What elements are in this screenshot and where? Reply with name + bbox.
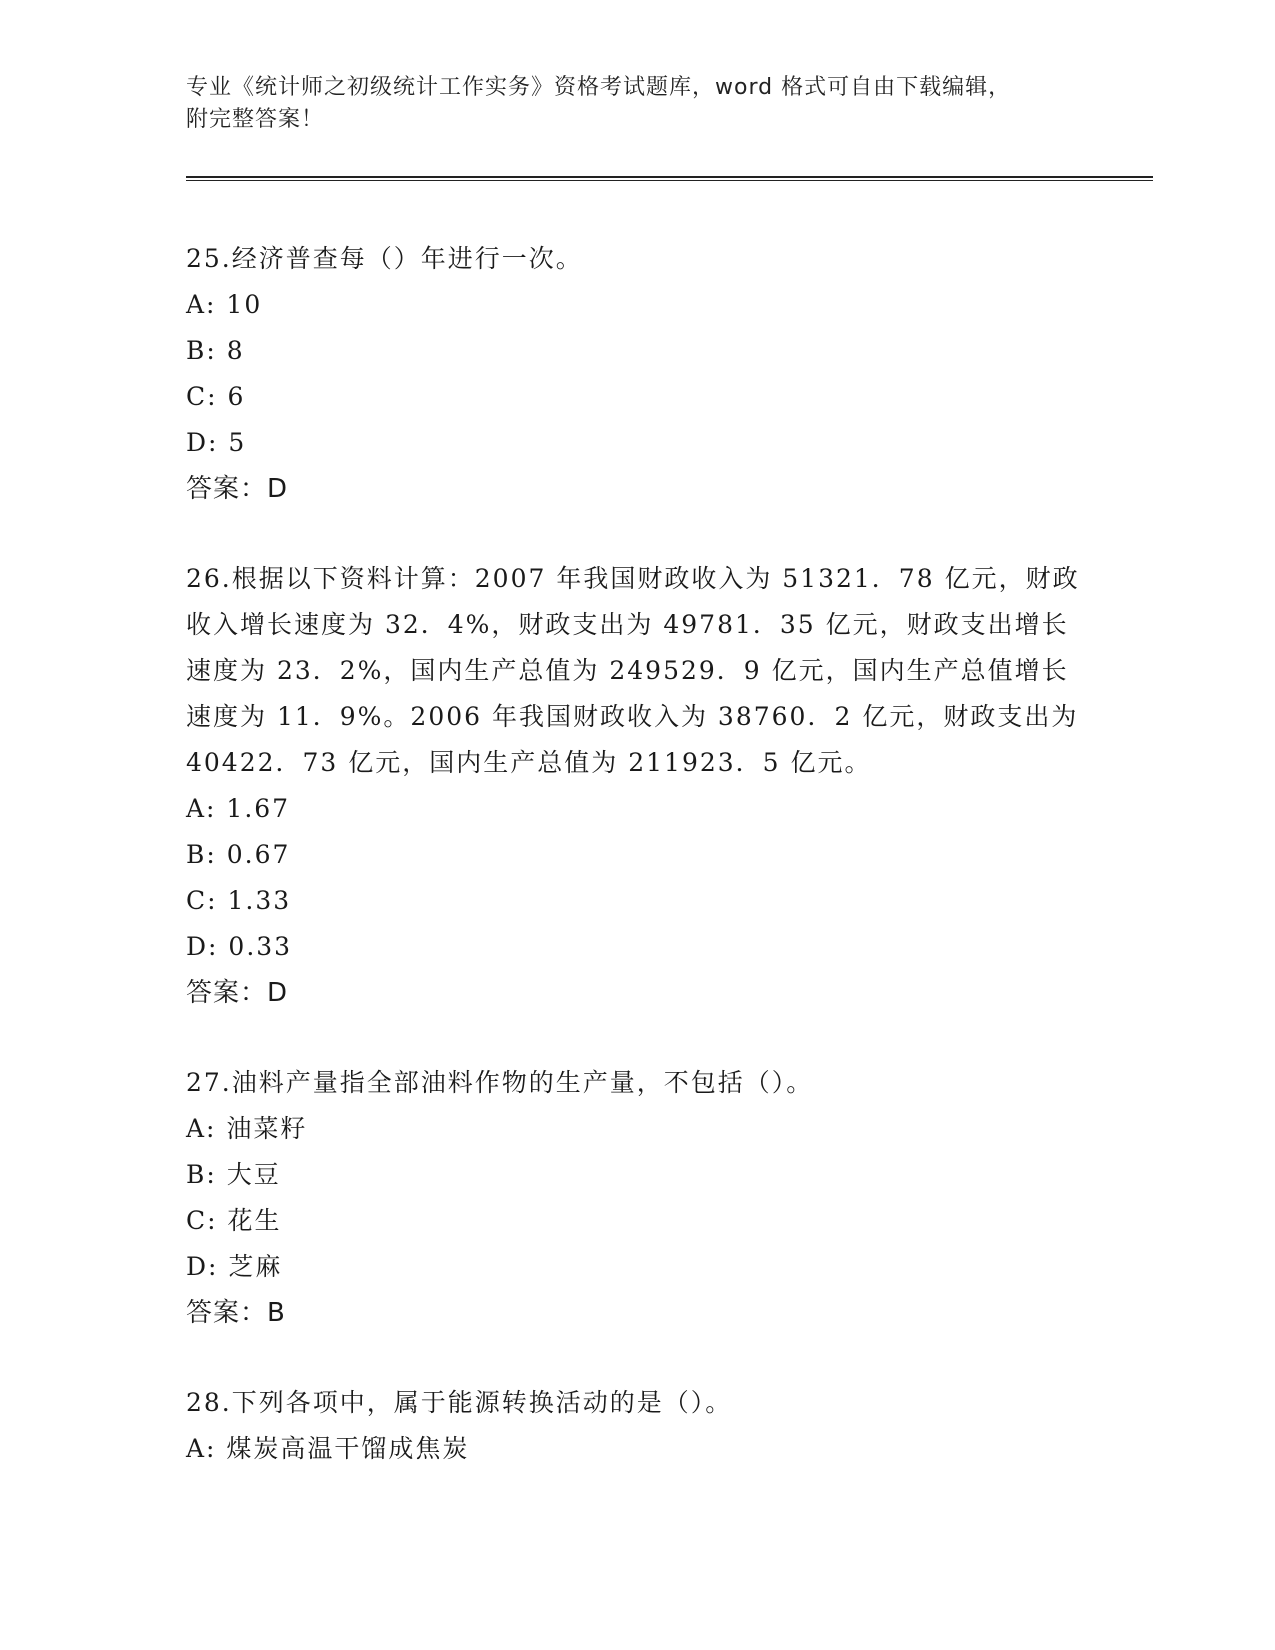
option-a: A: 煤炭高温干馏成焦炭 — [186, 1434, 470, 1463]
option-a: A: 1.67 — [186, 794, 291, 823]
question-stem-line-5: 40422．73 亿元，国内生产总值为 211923．5 亿元。 — [186, 748, 872, 777]
header-line-2: 附完整答案！ — [186, 107, 325, 132]
document-header — [186, 72, 1086, 136]
option-d: D: 0.33 — [186, 932, 293, 961]
question-28 — [186, 1380, 1086, 1472]
option-a: A: 10 — [186, 290, 263, 319]
question-26 — [186, 556, 1086, 1016]
option-b: B: 8 — [186, 336, 245, 365]
header-line-1: 专业《统计师之初级统计工作实务》资格考试题库，word 格式可自由下载编辑， — [186, 75, 1012, 100]
question-stem-line-4: 速度为 11．9%。2006 年我国财政收入为 38760．2 亿元，财政支出为 — [186, 702, 1079, 731]
option-c: C: 1.33 — [186, 886, 292, 915]
question-25 — [186, 236, 1086, 512]
option-b: B: 大豆 — [186, 1160, 281, 1189]
answer-text: 答案：D — [186, 474, 289, 504]
option-d: D: 芝麻 — [186, 1252, 283, 1281]
question-stem: 27.油料产量指全部油料作物的生产量，不包括（）。 — [186, 1068, 814, 1097]
question-stem-line-1: 26.根据以下资料计算：2007 年我国财政收入为 51321．78 亿元，财政 — [186, 564, 1080, 593]
answer-text: 答案：B — [186, 1298, 286, 1328]
option-a: A: 油菜籽 — [186, 1114, 308, 1143]
question-list — [186, 236, 1086, 1516]
question-stem: 28.下列各项中，属于能源转换活动的是（）。 — [186, 1388, 733, 1417]
answer-text: 答案：D — [186, 978, 289, 1008]
option-d: D: 5 — [186, 428, 247, 457]
option-b: B: 0.67 — [186, 840, 291, 869]
question-stem-line-2: 收入增长速度为 32．4%，财政支出为 49781．35 亿元，财政支出增长 — [186, 610, 1069, 639]
option-c: C: 花生 — [186, 1206, 282, 1235]
question-27 — [186, 1060, 1086, 1336]
question-stem-line-3: 速度为 23．2%，国内生产总值为 249529．9 亿元，国内生产总值增长 — [186, 656, 1069, 685]
option-c: C: 6 — [186, 382, 246, 411]
header-divider — [186, 176, 1153, 181]
question-stem: 25.经济普查每（）年进行一次。 — [186, 244, 583, 273]
